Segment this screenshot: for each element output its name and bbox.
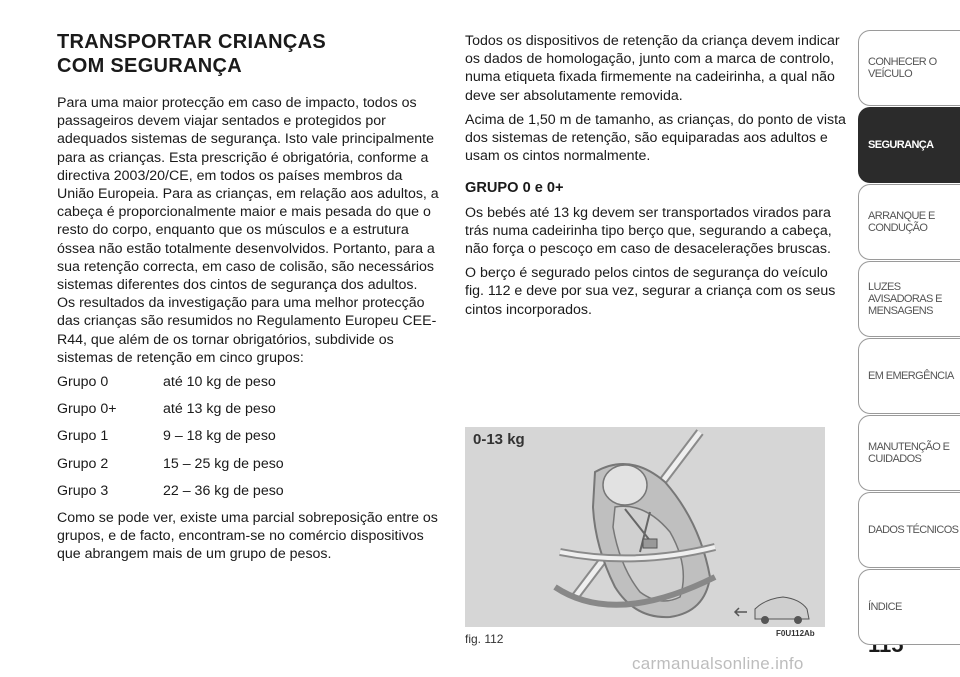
group-list	[57, 373, 439, 500]
page-title-line-1: TRANSPORTAR CRIANÇAS	[57, 31, 326, 53]
group-row	[57, 373, 439, 391]
group-weight: 22 – 36 kg de peso	[163, 482, 284, 499]
figure-code: F0U112Ab	[776, 629, 815, 638]
tab-indice[interactable]: ÍNDICE	[858, 569, 960, 645]
group-subheading: GRUPO 0 e 0+	[465, 180, 564, 197]
tab-seguranca[interactable]: SEGURANÇA	[858, 107, 960, 183]
car-icon	[755, 597, 809, 619]
group-weight: até 13 kg de peso	[163, 401, 276, 418]
cradle-paragraph: O berço é segurado pelos cintos de segurança do veículo fig. 112 e deve por sua vez, segurar a criança com os seus cintos incorporados.	[465, 265, 836, 318]
group-name: Grupo 0	[57, 374, 109, 391]
intro-paragraph: Para uma maior protecção em caso de impacto, todos os passageiros devem viajar sentados e protegidos por adequados sistemas de segurança. Isto vale principalmente para as crianças. Esta prescrição é obrigatória, conforme a directiva 2003/20/CE, em todos os países membros da União Europeia. Para as crianças, em relação aos adultos, a cabeça é proporcionalmente maior e mais pesada do que o resto do corpo, enquanto que os músculos e a estrutura óssea não estão totalmente desenvolvidos. Portanto, para a sua retenção correcta, em caso de colisão, são necessários sistemas diferentes dos cintos de segurança dos adultos. Os resultados da investigação para uma melhor protecção das crianças são resumidos no Regulamento Europeu CEE-R44, que além de os tornar obrigatórios, subdivide os sistemas de retenção em cinco grupos:	[57, 95, 439, 366]
babies-paragraph: Os bebés até 13 kg devem ser transportados virados para trás numa cadeirinha tipo berço que, segurando a cabeça, não força o pescoço em caso de desacelerações bruscas.	[465, 204, 832, 258]
group-row	[57, 427, 439, 445]
tab-conhecer-o-veiculo[interactable]: CONHECER O VEÍCULO	[858, 30, 960, 106]
watermark: carmanualsonline.info	[632, 654, 804, 673]
group-name: Grupo 3	[57, 482, 109, 499]
arrow-left-icon	[735, 608, 747, 616]
right-column	[465, 32, 849, 325]
group-name: Grupo 1	[57, 428, 109, 445]
group-name: Grupo 2	[57, 455, 109, 472]
left-column	[57, 94, 439, 570]
harness-buckle	[643, 539, 657, 548]
tab-arranque-e-conducao[interactable]: ARRANQUE E CONDUÇÃO	[858, 184, 960, 260]
baby-head	[603, 465, 647, 505]
page-title	[57, 30, 326, 78]
group-row	[57, 482, 439, 500]
height-paragraph: Acima de 1,50 m de tamanho, as crianças, do ponto de vista dos sistemas de retenção, são equiparadas aos adultos e usam os cintos normalmente.	[465, 111, 846, 165]
page-title-line-2: COM SEGURANÇA	[57, 55, 243, 77]
homologation-paragraph: Todos os dispositivos de retenção da criança devem indicar os dados de homologação, junto com a marca de controlo, numa etiqueta fixada firmemente na cadeirinha, a qual não deve ser absolutamente removida.	[465, 33, 840, 104]
group-row	[57, 400, 439, 418]
group-name: Grupo 0+	[57, 401, 117, 418]
figure-caption: fig. 112	[465, 632, 504, 646]
figure-112	[465, 427, 825, 627]
baby-seat-illustration	[465, 427, 825, 627]
tab-luzes-avisadoras[interactable]: LUZES AVISADORAS E MENSAGENS	[858, 261, 960, 337]
group-weight: até 10 kg de peso	[163, 374, 276, 391]
tab-dados-tecnicos[interactable]: DADOS TÉCNICOS	[858, 492, 960, 568]
tab-manutencao[interactable]: MANUTENÇÃO E CUIDADOS	[858, 415, 960, 491]
group-weight: 9 – 18 kg de peso	[163, 428, 276, 445]
tab-em-emergencia[interactable]: EM EMERGÊNCIA	[858, 338, 960, 414]
figure-weight-label: 0-13 kg	[473, 431, 525, 448]
group-weight: 15 – 25 kg de peso	[163, 455, 284, 472]
outro-paragraph: Como se pode ver, existe uma parcial sobreposição entre os grupos, e de facto, encontram-se no comércio dispositivos que abrangem mais de um grupo de pesos.	[57, 510, 438, 563]
group-row	[57, 455, 439, 473]
